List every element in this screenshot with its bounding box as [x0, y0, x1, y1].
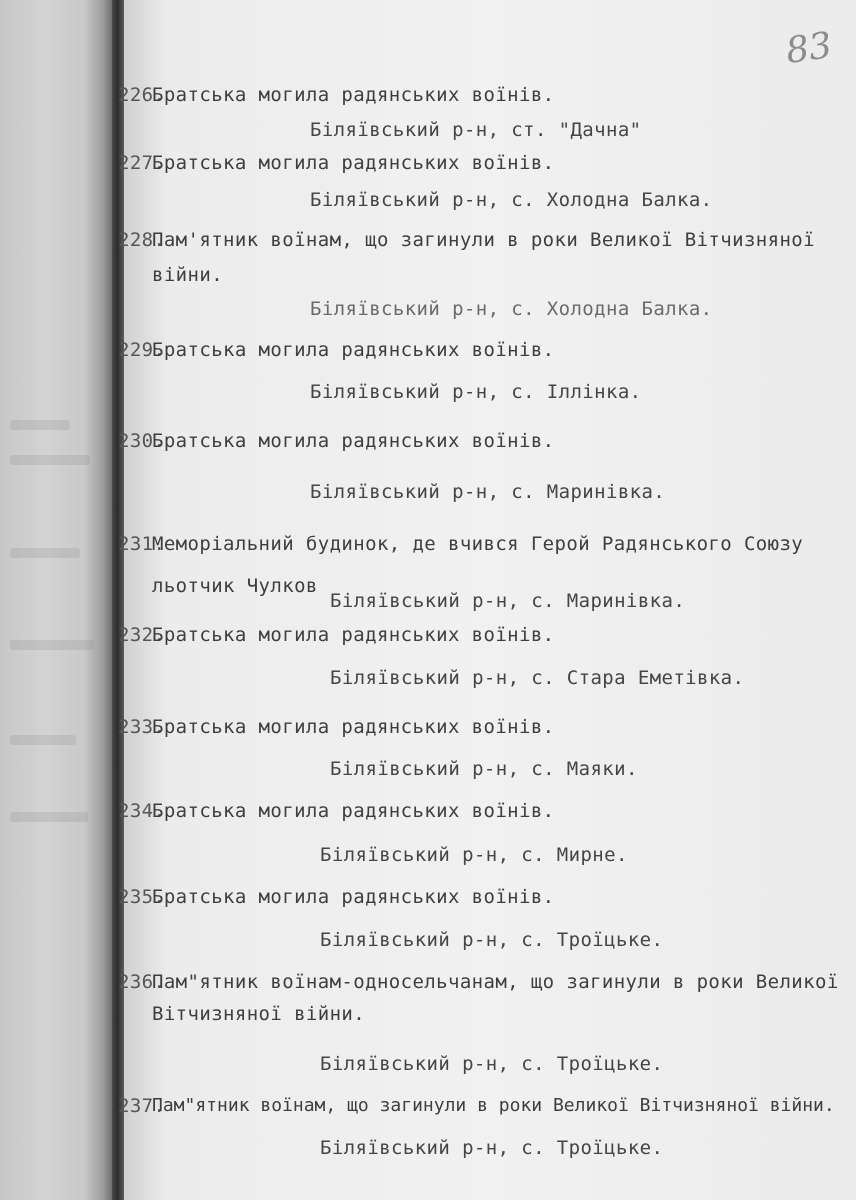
entry-location: Біляївський р-н, с. Троїцьке.	[320, 1137, 664, 1159]
entry-title: Братська могила радянських воїнів.	[152, 430, 555, 452]
entry-number: 235.	[118, 886, 166, 908]
entry-number: 229.	[118, 339, 166, 361]
entry-location: Біляївський р-н, ст. "Дачна"	[310, 119, 642, 141]
book-spine	[112, 0, 124, 1200]
entry-title: Братська могила радянських воїнів.	[152, 716, 555, 738]
entry-location: Біляївський р-н, с. Троїцьке.	[320, 1053, 664, 1075]
entry-number: 236.	[118, 971, 166, 993]
entry-number: 230.	[118, 430, 166, 452]
entry-title: Братська могила радянських воїнів.	[152, 339, 555, 361]
entry-location: Біляївський р-н, с. Стара Еметівка.	[330, 667, 745, 689]
entry-title: Пам"ятник воїнам-односельчанам, що загинули в роки Великої	[152, 971, 839, 993]
entry-location: Біляївський р-н, с. Мирне.	[320, 844, 628, 866]
entry-title: Братська могила радянських воїнів.	[152, 152, 555, 174]
entry-title: Братська могила радянських воїнів.	[152, 84, 555, 106]
entry-location: Біляївський р-н, с. Маринівка.	[310, 481, 666, 503]
entry-location: Біляївський р-н, с. Троїцьке.	[320, 929, 664, 951]
document-page	[118, 0, 856, 1200]
facing-page-edge	[0, 0, 112, 1200]
entry-number: 226.	[118, 84, 166, 106]
entry-location: Біляївський р-н, с. Холодна Балка.	[310, 189, 713, 211]
entry-number: 237.	[118, 1095, 166, 1117]
entry-title-continued: льотчик Чулков	[152, 575, 318, 597]
entry-number: 234.	[118, 800, 166, 822]
entry-title: Пам'ятник воїнам, що загинули в роки Великої Вітчизняної	[152, 229, 815, 251]
entry-number: 231.	[118, 533, 166, 555]
entry-location: Біляївський р-н, с. Маяки.	[330, 758, 638, 780]
entry-location: Біляївський р-н, с. Маринівка.	[330, 590, 686, 612]
page-number: 83	[783, 25, 835, 72]
entry-title-continued: війни.	[152, 264, 224, 286]
entry-number: 228.	[118, 229, 166, 251]
entry-number: 233.	[118, 716, 166, 738]
entry-title: Братська могила радянських воїнів.	[152, 886, 555, 908]
entry-title-continued: Вітчизняної війни.	[152, 1003, 366, 1025]
entry-title: Меморіальний будинок, де вчився Герой Радянського Союзу	[152, 533, 804, 555]
entry-location: Біляївський р-н, с. Холодна Балка.	[310, 298, 713, 320]
entry-number: 227.	[118, 152, 166, 174]
entry-title: Братська могила радянських воїнів.	[152, 800, 555, 822]
entry-location: Біляївський р-н, с. Іллінка.	[310, 381, 642, 403]
entry-title: Братська могила радянських воїнів.	[152, 624, 555, 646]
entry-title: Пам"ятник воїнам, що загинули в роки Великої Вітчизняної війни.	[152, 1095, 835, 1116]
entry-number: 232.	[118, 624, 166, 646]
